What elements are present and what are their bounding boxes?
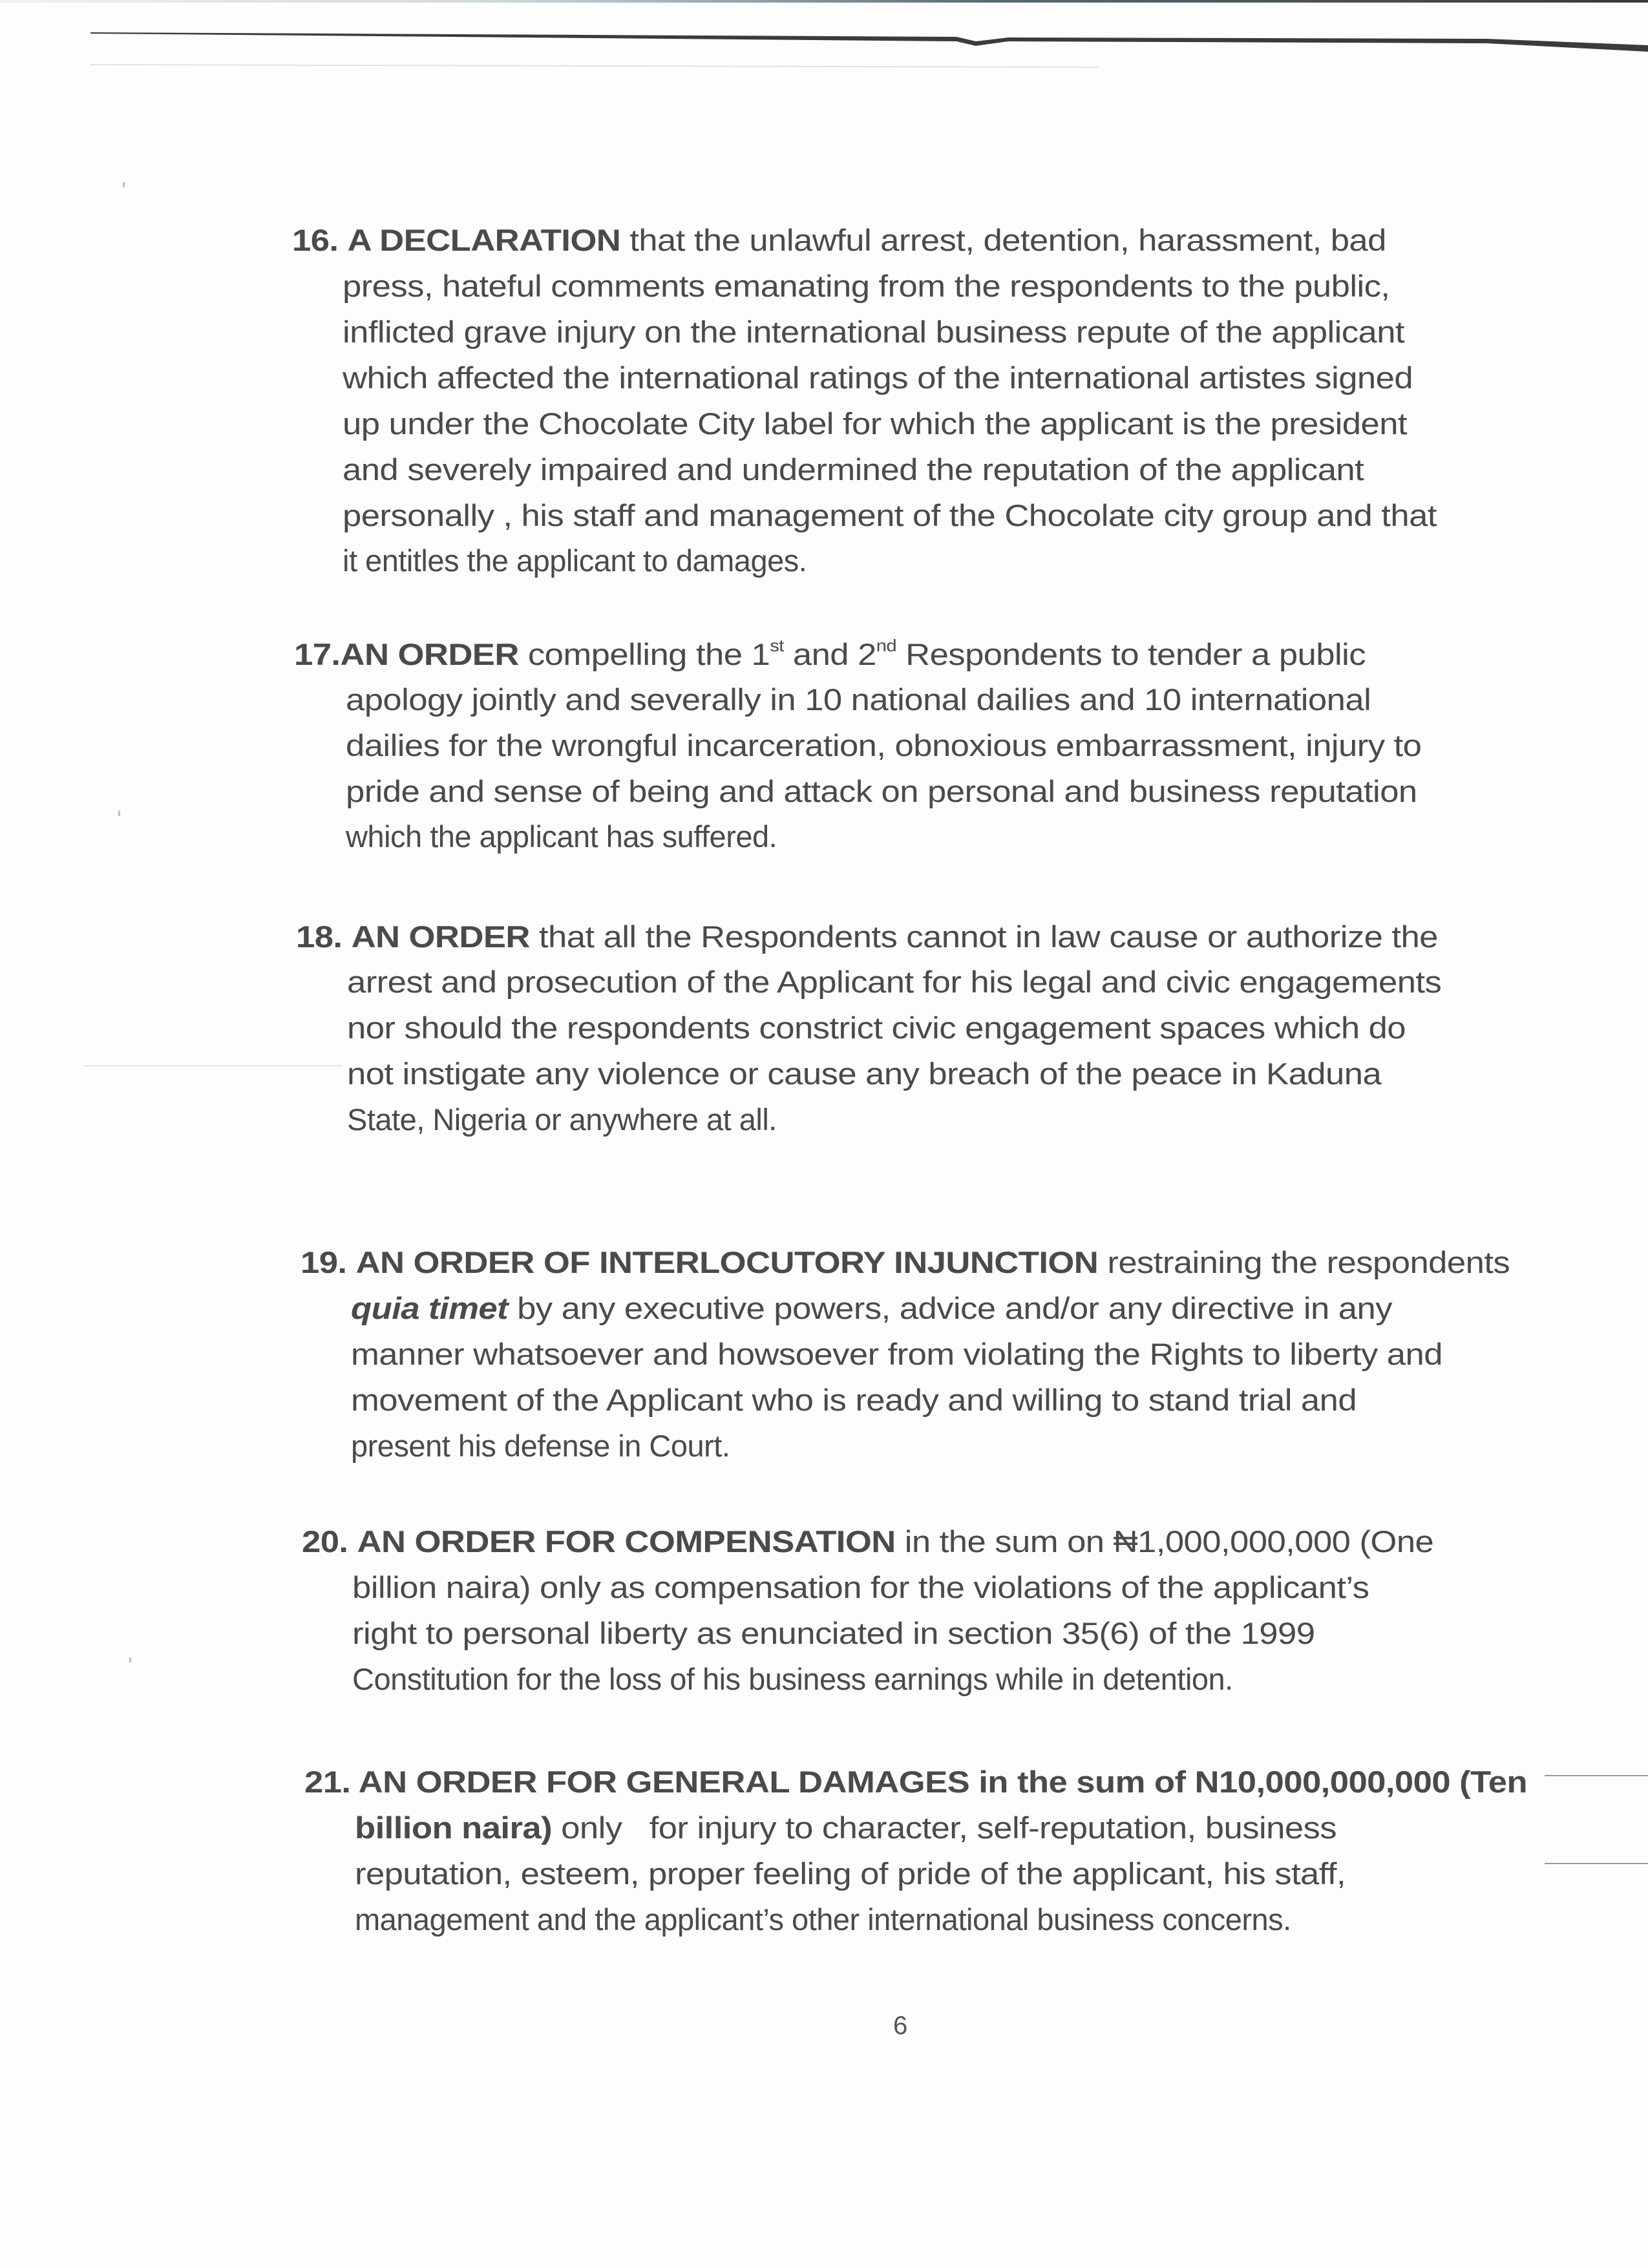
item-line [355, 1900, 1291, 1939]
item-text: only for injury to character, self-reputation, business [561, 1811, 1337, 1845]
page-number: 6 [893, 2011, 908, 2040]
ordinal-suffix: nd [876, 636, 897, 656]
item-text: press, hateful comments emanating from the respondents to the public, [343, 269, 1390, 303]
item-line [351, 1289, 1392, 1328]
item-line [343, 496, 1437, 535]
item-text: Constitution for the loss of his business earnings while in detention. [352, 1662, 1233, 1696]
item-text: which the applicant has suffered. [346, 819, 777, 854]
item-text: arrest and prosecution of the Applicant for his legal and civic engagements [347, 965, 1442, 999]
item-line [294, 635, 1366, 674]
item-line [347, 963, 1441, 1002]
item-text: billion naira) only as compensation for the violations of the applicant’s [352, 1570, 1369, 1604]
item-line [351, 1335, 1442, 1374]
item-line [343, 450, 1364, 489]
item-text: management and the applicant’s other international business concerns. [355, 1902, 1291, 1937]
item-number: 21. [304, 1765, 351, 1799]
item-line [346, 817, 777, 856]
item-text: by any executive powers, advice and/or any directive in any [517, 1291, 1392, 1325]
item-text: pride and sense of being and attack on personal and business reputation [346, 774, 1417, 808]
item-line [343, 267, 1389, 306]
item-text: not instigate any violence or cause any breach of the peace in Kaduna [347, 1056, 1382, 1091]
item-text: and 2 [783, 637, 876, 671]
item-line [355, 1854, 1346, 1893]
item-line [302, 1522, 1433, 1561]
item-line [292, 221, 1386, 260]
item-line [296, 918, 1438, 956]
item-text: reputation, esteem, proper feeling of pride of the applicant, his staff, [355, 1856, 1346, 1891]
item-text: that all the Respondents cannot in law cause or authorize the [538, 919, 1438, 954]
item-line [347, 1100, 777, 1139]
item-line [301, 1243, 1510, 1282]
item-heading: AN ORDER [351, 919, 530, 954]
item-line [343, 541, 807, 580]
item-text: personally , his staff and management of the Chocolate city group and that [343, 498, 1437, 532]
item-line [304, 1763, 1527, 1801]
item-line [351, 1427, 730, 1465]
item-text: nor should the respondents constrict civic engagement spaces which do [347, 1011, 1406, 1045]
ordinal-suffix: st [770, 636, 784, 656]
item-text: it entitles the applicant to damages. [343, 543, 807, 578]
item-text: Respondents to tender a public [896, 637, 1366, 671]
item-line [352, 1614, 1315, 1653]
item-text: movement of the Applicant who is ready and willing to stand trial and [351, 1383, 1357, 1417]
item-number: 17. [294, 637, 341, 671]
item-line [343, 359, 1413, 397]
item-number: 18. [296, 919, 343, 954]
item-line [343, 404, 1407, 443]
item-text: restraining the respondents [1107, 1245, 1510, 1279]
item-line [346, 680, 1371, 719]
margin-line [1545, 1863, 1648, 1864]
item-line [351, 1381, 1357, 1420]
item-line [346, 772, 1417, 811]
item-text: up under the Chocolate City label for which the applicant is the president [343, 406, 1407, 441]
margin-mark [123, 182, 125, 187]
header-rule [0, 0, 1648, 71]
item-line [343, 313, 1404, 352]
item-text: right to personal liberty as enunciated in section 35(6) of the 1999 [352, 1616, 1315, 1650]
item-number: 19. [301, 1245, 347, 1279]
latin-phrase: quia timet [351, 1291, 509, 1325]
item-heading: AN ORDER [340, 637, 519, 671]
item-text: State, Nigeria or anywhere at all. [347, 1102, 777, 1137]
item-heading: AN ORDER FOR COMPENSATION [357, 1524, 896, 1559]
item-text: which affected the international ratings of the international artistes signed [343, 361, 1413, 395]
item-text: manner whatsoever and howsoever from violating the Rights to liberty and [351, 1337, 1442, 1371]
item-text: present his defense in Court. [351, 1429, 730, 1463]
item-text: compelling the 1 [527, 637, 770, 671]
item-text: that the unlawful arrest, detention, harassment, bad [629, 223, 1386, 257]
item-text: apology jointly and severally in 10 national dailies and 10 international [346, 682, 1371, 717]
item-line [355, 1809, 1336, 1847]
item-line [346, 726, 1421, 765]
item-line [347, 1009, 1406, 1047]
item-heading: A DECLARATION [347, 223, 621, 257]
item-heading-continued: billion naira) [355, 1811, 553, 1845]
margin-mark [118, 811, 120, 816]
item-heading: AN ORDER OF INTERLOCUTORY INJUNCTION [355, 1245, 1099, 1279]
item-line [347, 1055, 1381, 1093]
item-text: dailies for the wrongful incarceration, obnoxious embarrassment, injury to [346, 728, 1422, 762]
margin-line [1545, 1775, 1648, 1776]
item-line [352, 1568, 1369, 1607]
item-text: inflicted grave injury on the international business repute of the applicant [343, 315, 1404, 349]
item-text: in the sum on ₦1,000,000,000 (One [904, 1524, 1434, 1559]
margin-mark [129, 1657, 131, 1663]
item-number: 16. [292, 223, 339, 257]
item-number: 20. [302, 1524, 348, 1559]
item-heading: AN ORDER FOR GENERAL DAMAGES in the sum of N10,000,000,000 (Ten [358, 1765, 1528, 1799]
item-line [352, 1660, 1233, 1699]
item-text: and severely impaired and undermined the reputation of the applicant [343, 452, 1364, 487]
